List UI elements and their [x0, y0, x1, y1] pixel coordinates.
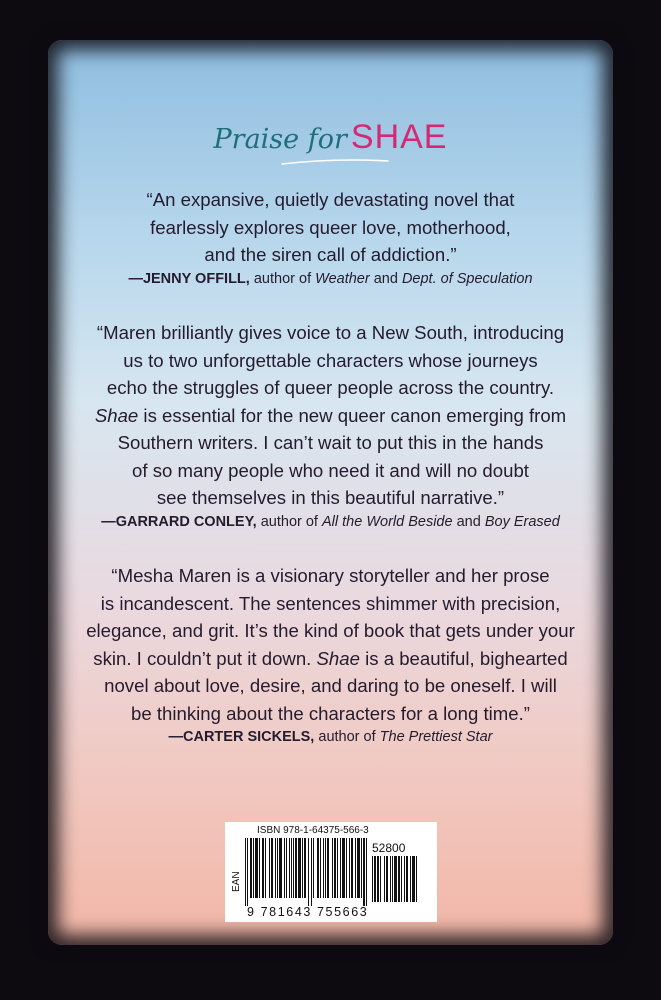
barcode-bar	[279, 838, 282, 898]
barcode-bar	[253, 838, 254, 898]
barcode-bar	[357, 838, 360, 898]
blurb-conley	[48, 319, 613, 532]
barcode-bar	[363, 838, 365, 906]
divider-swash	[280, 158, 390, 166]
barcode-bar	[262, 838, 264, 898]
attribution-work: All the World Beside	[322, 513, 453, 530]
blurb-line: Southern writers. I can’t wait to put this in the hands	[117, 432, 544, 453]
barcode-bar	[390, 856, 391, 902]
attribution-author-of: author of	[318, 729, 376, 745]
barcode-bar	[404, 856, 405, 902]
attribution-and: and	[373, 270, 398, 287]
barcode-bar	[337, 838, 338, 898]
barcode-bar	[295, 838, 297, 898]
barcode-bar	[311, 838, 312, 906]
barcode-label	[225, 822, 437, 922]
barcode-bar	[286, 838, 287, 898]
blurb-line: “An expansive, quietly devastating novel that	[146, 189, 515, 210]
barcode-bar	[351, 838, 353, 898]
isbn-number: ISBN 978-1-64375-566-3	[257, 825, 369, 836]
attribution-author-of: author of	[260, 513, 318, 530]
barcode-bar	[332, 838, 333, 898]
barcode-bar	[355, 838, 356, 898]
barcode-bar	[349, 838, 350, 898]
barcode-bar	[317, 838, 319, 898]
barcode-bar	[384, 856, 385, 902]
barcode-bar	[340, 838, 341, 898]
attribution-work: The Prettiest Star	[379, 729, 493, 745]
barcode-bar	[313, 838, 314, 898]
barcode-bar	[392, 856, 393, 902]
attribution-name: —JENNY OFFILL,	[128, 270, 250, 287]
barcode-bar	[269, 838, 270, 898]
attribution-and: and	[456, 513, 481, 530]
blurb-line	[48, 645, 613, 673]
blurb-line: fearlessly explores queer love, motherhood,	[150, 216, 511, 238]
praise-heading	[48, 118, 613, 157]
blurb-line: of so many people who need it and will no doubt	[132, 459, 529, 481]
barcode-bar	[410, 856, 411, 902]
barcode-bar	[255, 838, 258, 898]
barcode-bar	[394, 856, 397, 902]
barcode-bar	[342, 838, 345, 898]
blurb-line-rest: is a beautiful, bighearted	[359, 647, 568, 669]
barcode-bar	[271, 838, 273, 898]
barcode-bar	[398, 856, 400, 902]
attribution-work: Boy Erased	[484, 513, 560, 530]
blurb-attribution	[48, 269, 613, 289]
praise-label: Praise for	[213, 124, 347, 155]
barcode-bar	[265, 838, 266, 898]
blurb-title-italic: Shae	[316, 647, 360, 669]
barcode-bar	[325, 838, 326, 898]
barcode-bar	[298, 838, 301, 898]
barcode-bar	[293, 838, 294, 898]
attribution-author-of: author of	[253, 270, 312, 287]
barcode-bar	[247, 838, 248, 906]
barcode-bar	[302, 838, 303, 898]
barcode-bar	[245, 838, 246, 906]
attribution-name: —CARTER SICKELS,	[168, 729, 315, 745]
barcode-bar	[284, 838, 285, 898]
blurb-attribution	[48, 727, 613, 747]
blurb-line-pre: skin. I couldn’t put it down.	[93, 647, 317, 669]
barcode-bar	[412, 856, 415, 902]
barcode-bar	[291, 838, 292, 898]
barcode-bar	[366, 838, 367, 906]
blurb-line: be thinking about the characters for a long time.”	[131, 702, 530, 724]
attribution-work: Dept. of Speculation	[401, 270, 533, 287]
blurb-line: “Maren brilliantly gives voice to a New South, introducing	[96, 322, 565, 343]
barcode-bar	[361, 838, 362, 898]
barcode-bar	[304, 838, 306, 898]
blurb-attribution	[48, 512, 613, 532]
barcode-bar	[275, 838, 276, 898]
attribution-work: Weather	[315, 270, 370, 287]
blurb-line: and the siren call of addiction.”	[204, 244, 457, 265]
barcode-bar	[374, 856, 376, 902]
blurb-line: us to two unforgettable characters whose journeys	[123, 349, 538, 371]
blurb-sickels	[48, 562, 613, 747]
price-barcode	[372, 856, 430, 904]
barcode-bar	[380, 856, 381, 902]
barcode-bar	[406, 856, 408, 902]
blurb-line: novel about love, desire, and daring to be oneself. I will	[104, 675, 557, 696]
price-code: 52800	[372, 841, 406, 855]
barcode-bar	[372, 856, 373, 902]
ean-barcode	[245, 838, 367, 908]
barcode-bar	[308, 838, 309, 906]
book-title: SHAE	[350, 118, 448, 156]
back-cover	[48, 40, 613, 945]
blurb-line: echo the struggles of queer people across the country.	[106, 377, 555, 398]
blurb-title-italic: Shae	[94, 404, 139, 426]
blurb-line: “Mesha Maren is a visionary storyteller and her prose	[111, 565, 550, 586]
barcode-bar	[327, 838, 329, 898]
barcode-bar	[416, 856, 417, 902]
barcode-bar	[346, 838, 347, 898]
blurb-line: see themselves in this beautiful narrative.”	[156, 487, 505, 508]
barcode-bar	[401, 856, 402, 902]
barcode-bar	[334, 838, 336, 898]
barcode-bar	[377, 856, 379, 902]
barcode-bar	[289, 838, 290, 898]
barcode-bar	[323, 838, 324, 898]
barcode-bar	[259, 838, 260, 898]
barcode-bar	[386, 856, 388, 902]
barcode-digits: 9 781643 755663	[247, 905, 369, 919]
barcode-bar	[320, 838, 321, 898]
blurb-line: is incandescent. The sentences shimmer with precision,	[100, 592, 561, 614]
barcode-bar	[277, 838, 278, 898]
ean-label: EAN	[231, 871, 242, 892]
attribution-name: —GARRARD CONLEY,	[101, 513, 257, 530]
blurb-line: elegance, and grit. It’s the kind of book that gets under your	[86, 620, 575, 641]
blurb-line	[48, 402, 613, 430]
blurb-line-rest: is essential for the new queer canon emerging from	[138, 404, 567, 426]
barcode-bar	[250, 838, 252, 898]
blurb-offill	[48, 186, 613, 289]
